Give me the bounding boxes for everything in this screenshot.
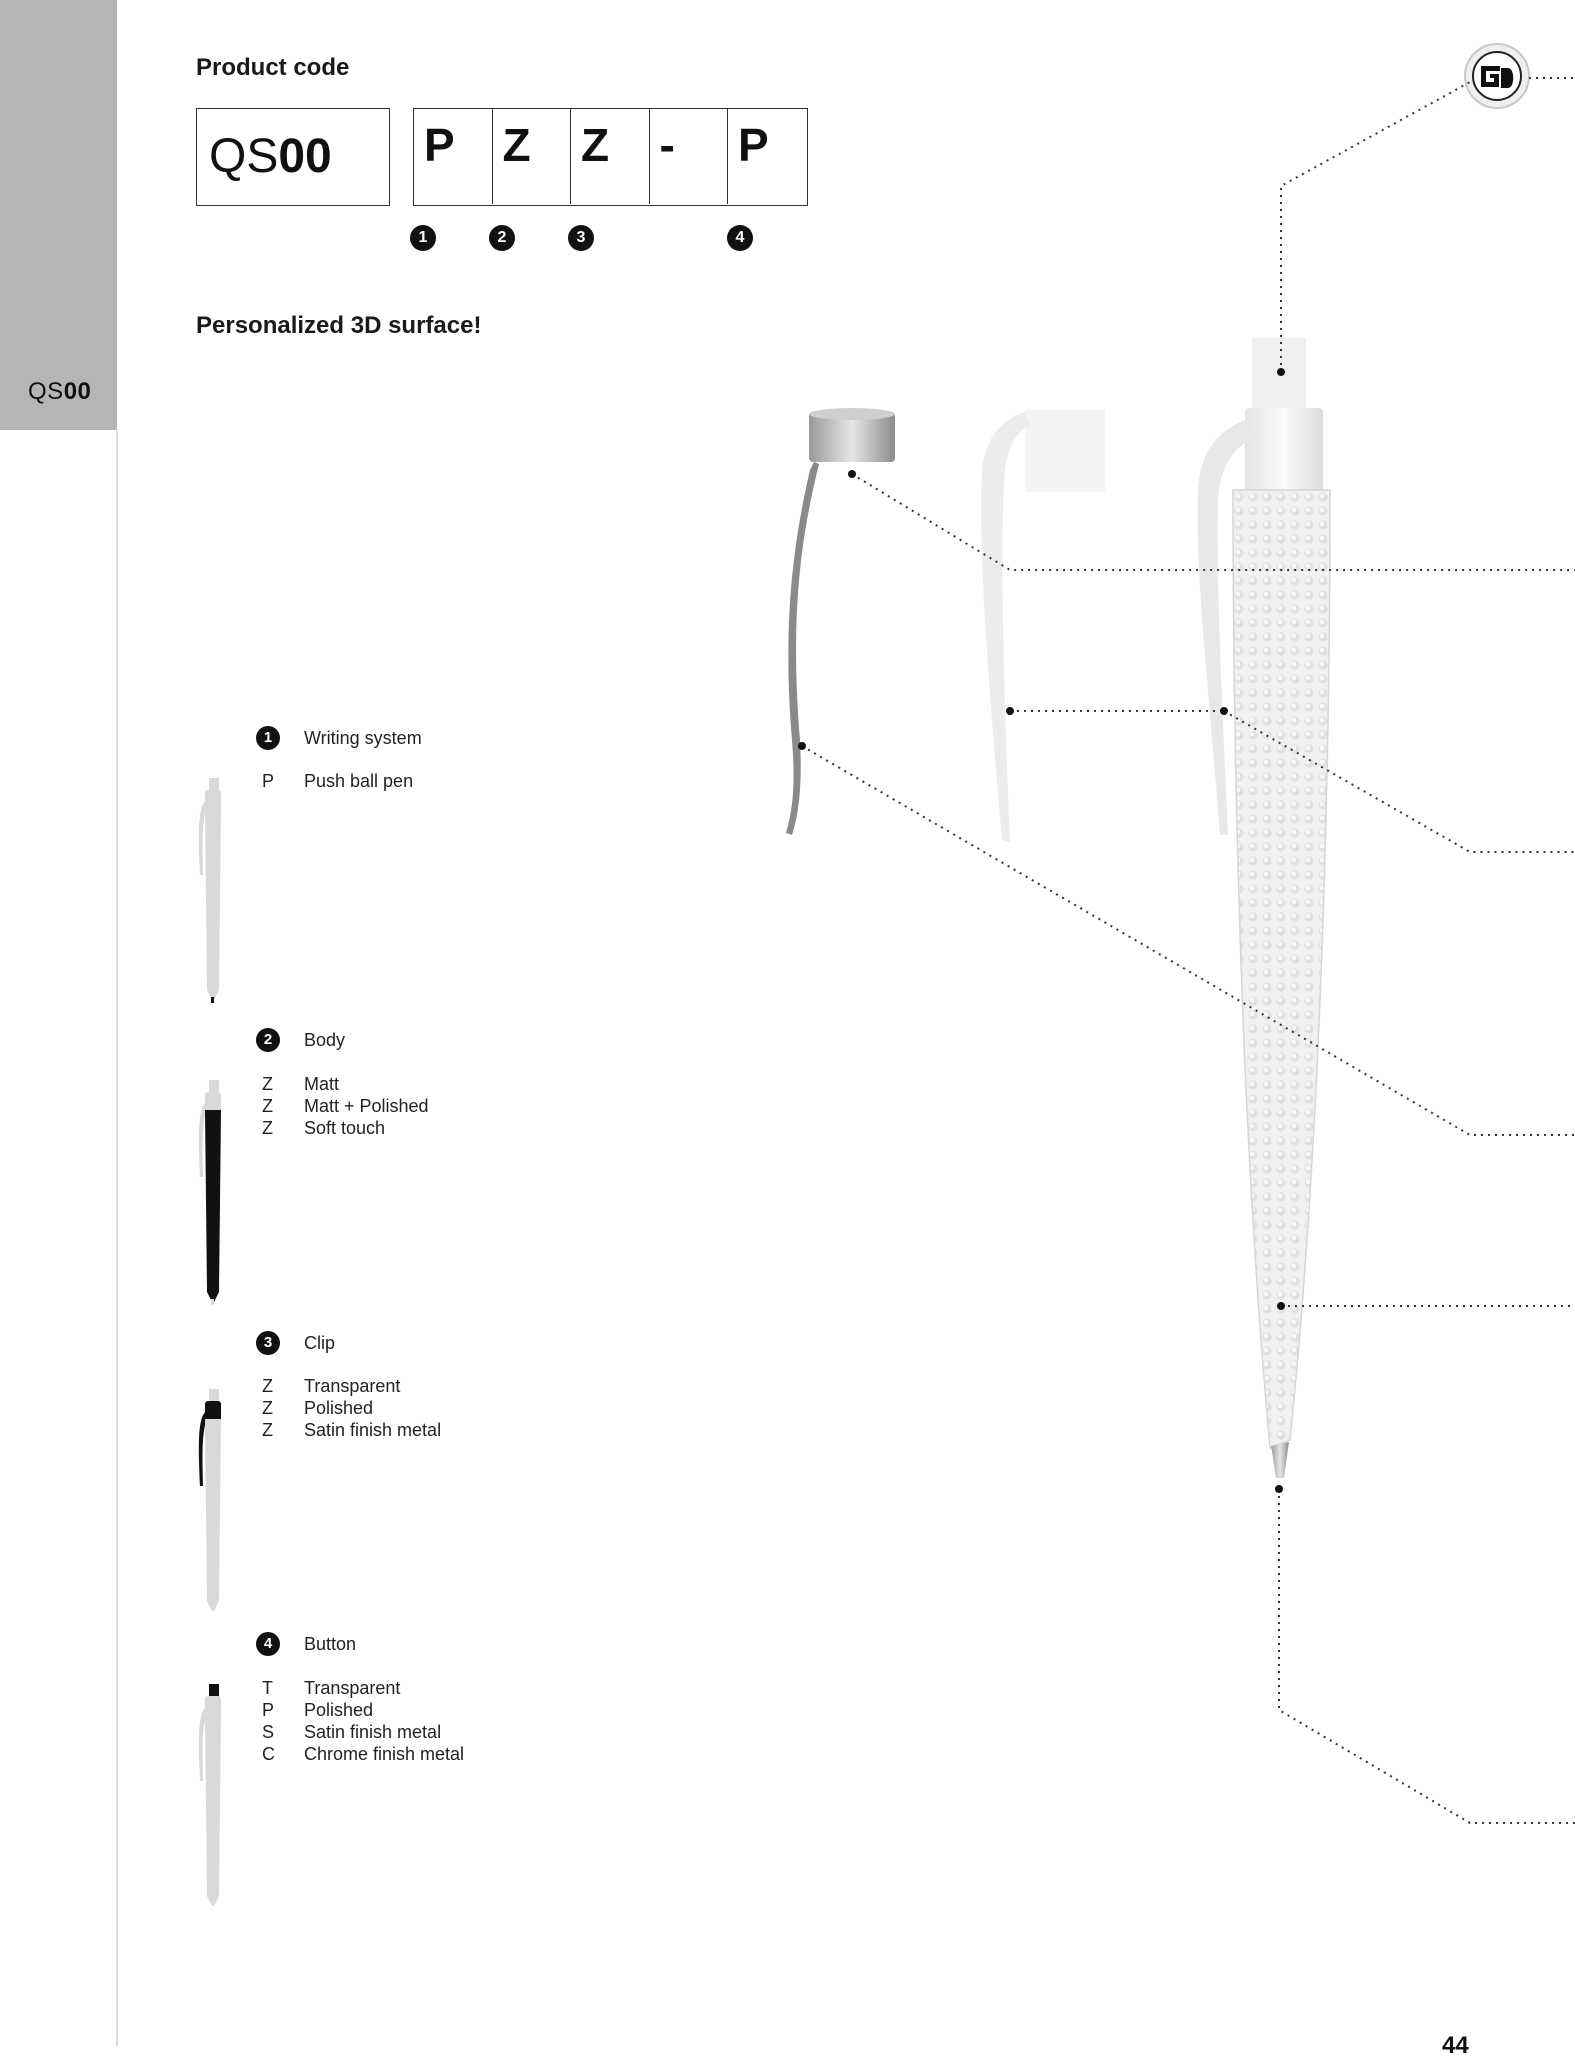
option-row: P Push ball pen	[262, 771, 414, 791]
option-row: Z Soft touch	[262, 1118, 386, 1138]
option-row: Z Polished	[262, 1398, 374, 1418]
option-row: T Transparent	[262, 1678, 401, 1698]
code-marker-2: 2	[489, 225, 515, 251]
sidebar-tab-label: QS00	[28, 378, 92, 405]
option-row: C Chrome finish metal	[262, 1744, 465, 1764]
product-code-prefix: QS00	[196, 108, 390, 206]
section-title-writing-system: Writing system	[304, 728, 422, 748]
tagline: Personalized 3D surface!	[196, 312, 482, 339]
section-badge-clip: 3	[256, 1331, 280, 1355]
option-row: Z Matt + Polished	[262, 1096, 429, 1116]
pen-icon-clip	[199, 1389, 221, 1611]
option-row: S Satin finish metal	[262, 1722, 442, 1742]
leader-lines	[802, 78, 1575, 1823]
metal-clip-part	[786, 408, 895, 835]
gd-logo-icon	[1465, 44, 1529, 108]
section-title-body: Body	[304, 1030, 346, 1050]
code-cell-button: P	[738, 119, 769, 171]
pen-icon-body	[199, 1080, 221, 1305]
product-code-heading: Product code	[196, 54, 350, 81]
option-row: Z Satin finish metal	[262, 1420, 442, 1440]
option-row: Z Transparent	[262, 1376, 401, 1396]
section-title-button: Button	[304, 1634, 357, 1654]
white-clip-part	[981, 410, 1105, 842]
code-cell-body: Z	[493, 109, 572, 204]
option-row: P Polished	[262, 1700, 374, 1720]
code-cell-clip: Z	[571, 109, 650, 204]
code-marker-3: 3	[568, 225, 594, 251]
code-cell-writing-system: P	[414, 109, 493, 204]
section-badge-button: 4	[256, 1632, 280, 1656]
section-title-clip: Clip	[304, 1333, 336, 1353]
section-badge-body: 2	[256, 1028, 280, 1052]
option-row: Z Matt	[262, 1074, 340, 1094]
page-number: 44	[1442, 2032, 1469, 2059]
pen-icon-button	[199, 1684, 221, 1906]
code-cell-separator: -	[650, 109, 729, 204]
code-marker-1: 1	[410, 225, 436, 251]
pen-icon-writing-system	[199, 778, 221, 1003]
code-marker-4: 4	[727, 225, 753, 251]
section-badge-writing-system: 1	[256, 726, 280, 750]
